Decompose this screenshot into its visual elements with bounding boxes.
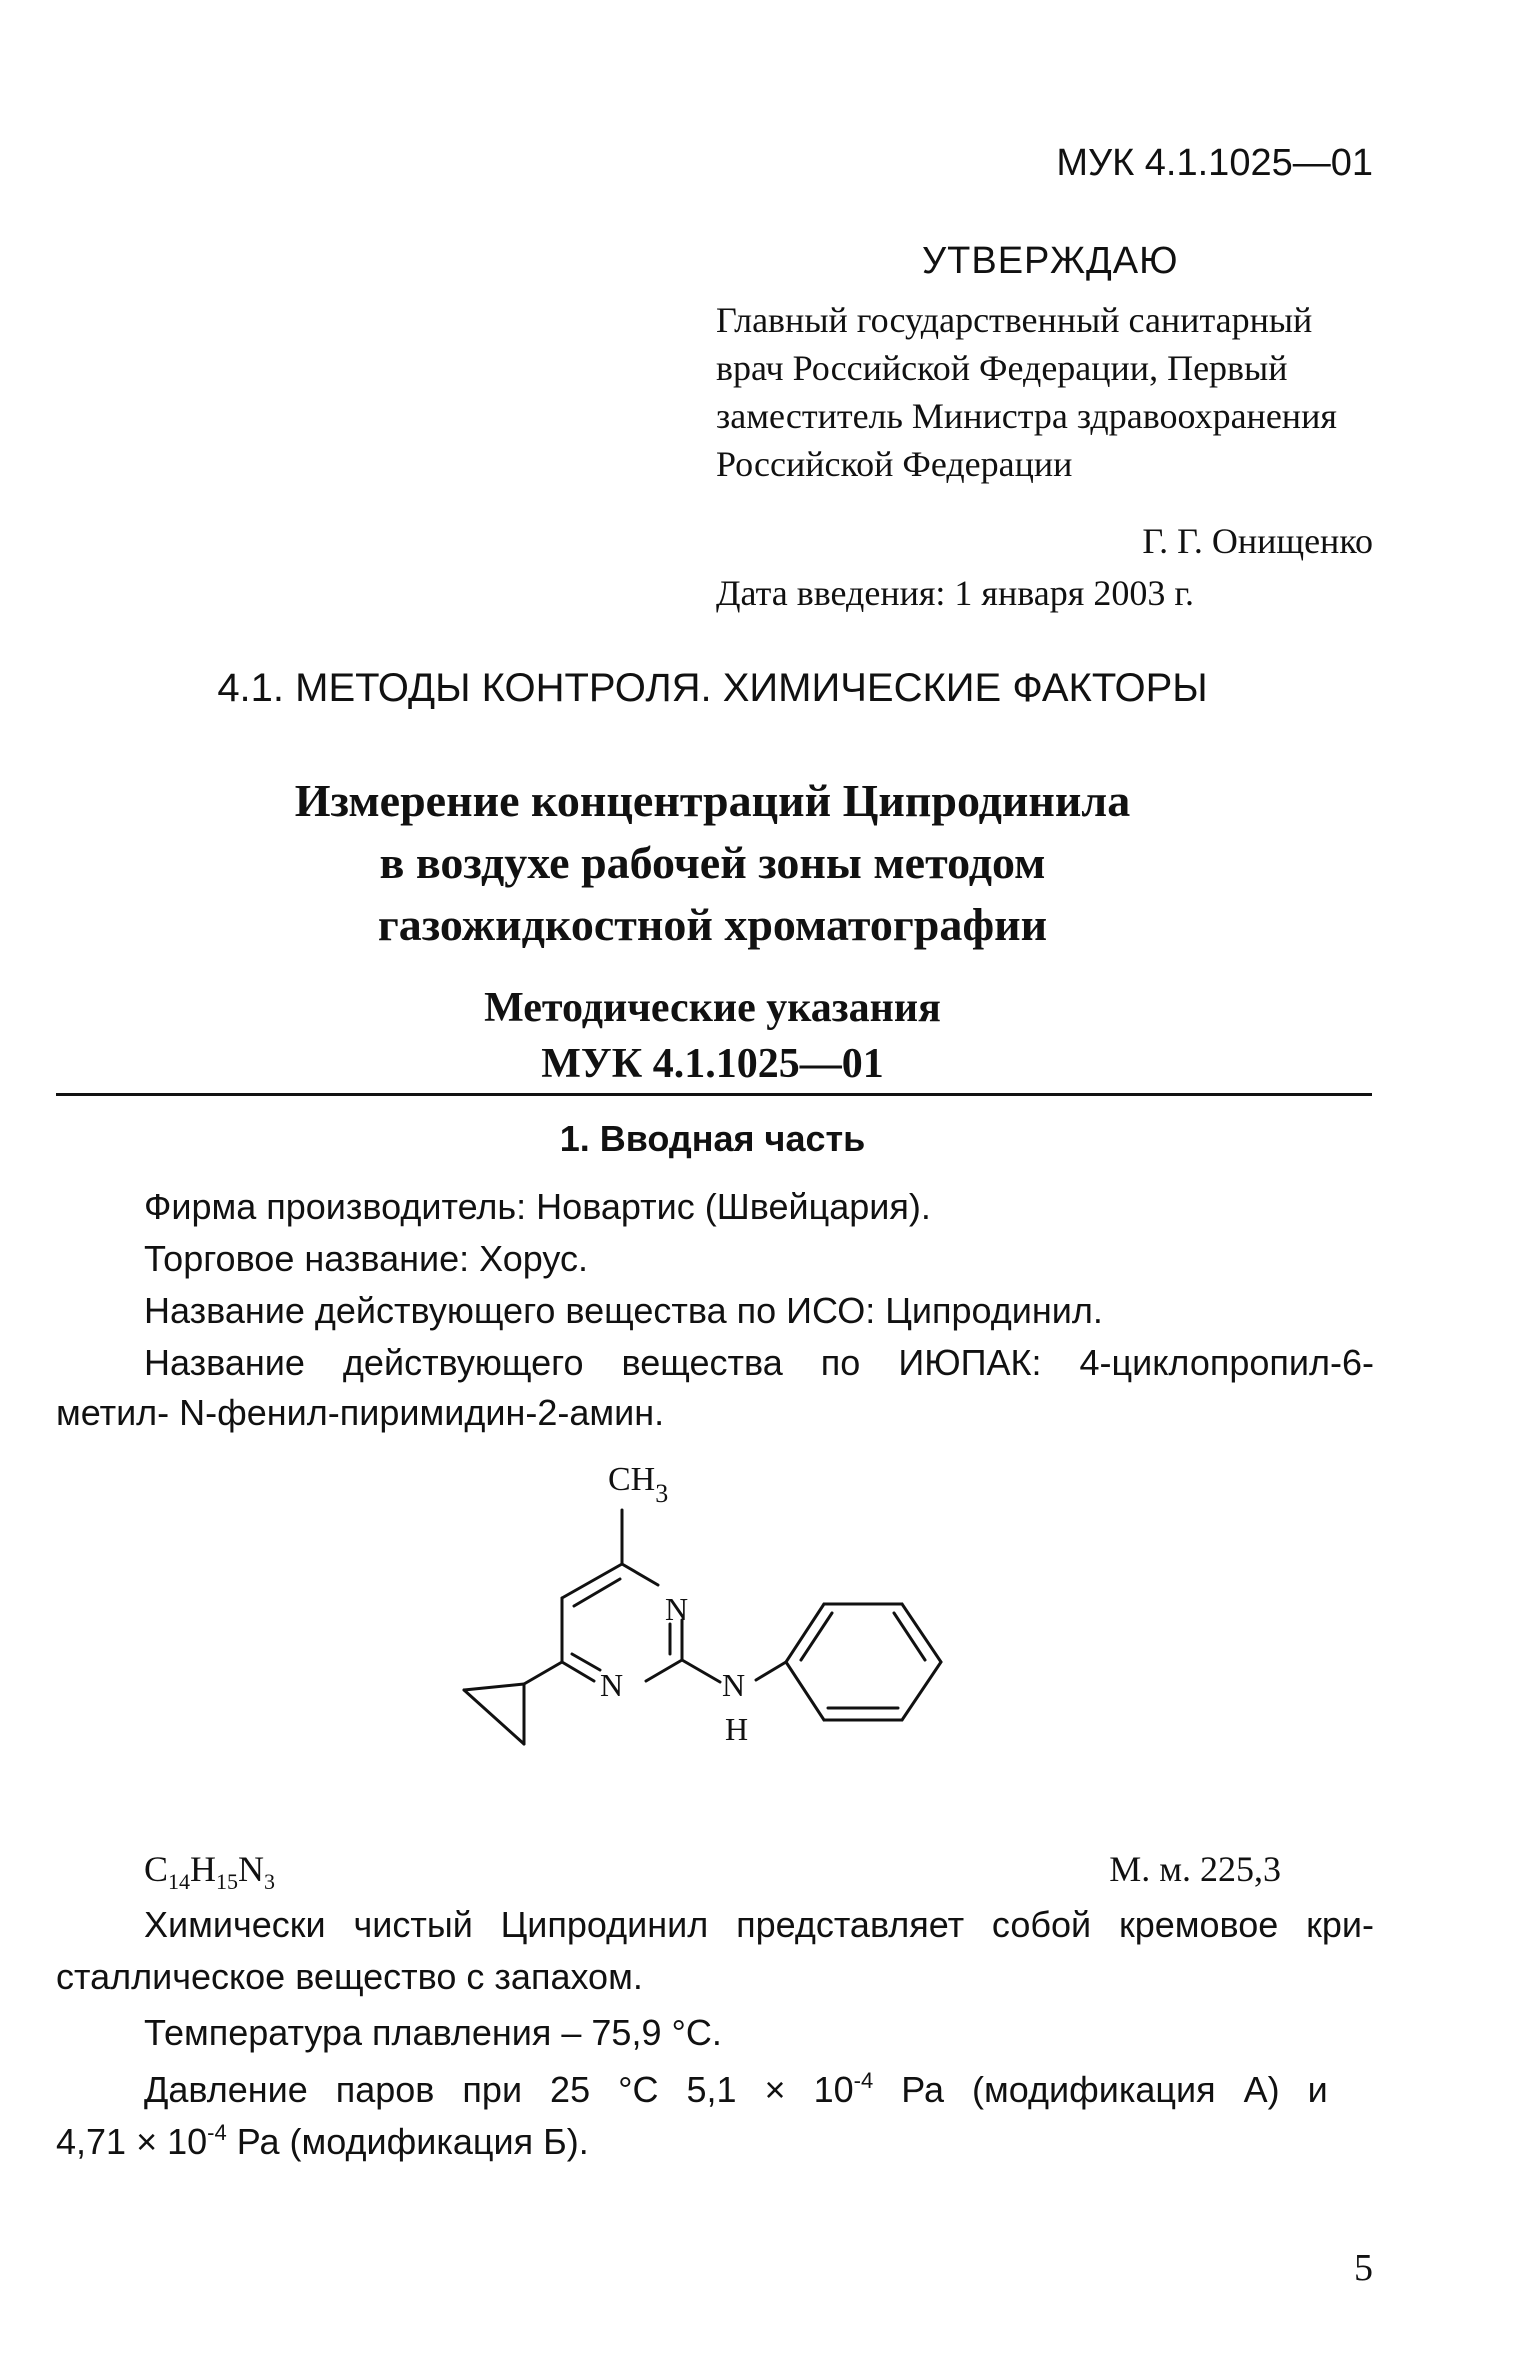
iupac-name-line-2: метил- N-фенил-пиримидин-2-амин. <box>56 1392 665 1433</box>
phenyl-double-bond <box>801 1613 832 1660</box>
approval-heading: УТВЕРЖДАЮ <box>922 240 1179 282</box>
approval-line: врач Российской Федерации, Первый <box>716 348 1288 388</box>
vapor-pressure-text: Ра (модификация А) и <box>873 2069 1328 2110</box>
manufacturer-line: Фирма производитель: Новартис (Швейцария). <box>144 1186 931 1227</box>
phenyl-double-bond <box>894 1613 925 1660</box>
signer-name: Г. Г. Онищенко <box>1142 521 1373 561</box>
vapor-pressure-exponent: -4 <box>853 2068 874 2093</box>
molar-mass: М. м. 225,3 <box>1109 1849 1281 1889</box>
chemical-structure <box>420 1440 1000 1800</box>
introduction-date: Дата введения: 1 января 2003 г. <box>716 573 1195 613</box>
ring-double-bond <box>574 1579 620 1606</box>
formula-hydrogen-count: 15 <box>216 1869 239 1894</box>
cyclopropyl-bond <box>464 1684 524 1690</box>
vapor-pressure-text: Ра (модификация Б). <box>226 2121 589 2162</box>
title-line: газожидкостной хроматографии <box>377 899 1048 950</box>
ring-bond <box>646 1660 682 1681</box>
amine-bond <box>682 1660 720 1682</box>
amine-nitrogen: N <box>722 1667 746 1703</box>
document-code: МУК 4.1.1025—01 <box>1056 142 1373 184</box>
horizontal-rule <box>56 1093 1372 1096</box>
approval-block <box>716 296 1376 488</box>
approval-line: заместитель Министра здравоохранения <box>716 396 1337 436</box>
ring-bond <box>622 1564 658 1585</box>
structure-bonds <box>464 1510 941 1744</box>
vapor-pressure-line-2 <box>56 2120 589 2163</box>
cyclopropyl-bond <box>464 1690 524 1744</box>
amine-bond <box>756 1662 786 1680</box>
subtitle-type: Методические указания <box>484 985 941 1031</box>
formula-nitrogen: N <box>238 1849 265 1889</box>
iupac-name-line: Название действующего вещества по ИЮПАК: 4-циклопропил-6- <box>144 1342 1374 1383</box>
cyclopropyl-bond <box>524 1662 562 1684</box>
formula-carbon-count: 14 <box>168 1869 191 1894</box>
vapor-pressure-text: 4,71 × 10 <box>56 2121 208 2162</box>
melting-point: Температура плавления – 75,9 °С. <box>144 2012 722 2053</box>
formula-nitrogen-count: 3 <box>264 1869 276 1894</box>
part-heading: 1. Вводная часть <box>559 1118 866 1159</box>
iso-name-line: Название действующего вещества по ИСО: Ципродинил. <box>144 1290 1103 1331</box>
ring-double-bond <box>572 1654 600 1670</box>
ring-bond <box>562 1564 622 1598</box>
vapor-pressure-line-1 <box>144 2068 1374 2111</box>
document-subtitle <box>0 980 1425 1092</box>
description-line-2: сталлическое вещество с запахом. <box>56 1956 643 1997</box>
molecular-formula <box>144 1848 275 1895</box>
vapor-pressure-exponent: -4 <box>207 2120 227 2145</box>
phenyl-bond <box>786 1662 824 1720</box>
ring-nitrogen-top: N <box>665 1591 689 1627</box>
section-title: 4.1. МЕТОДЫ КОНТРОЛЯ. ХИМИЧЕСКИЕ ФАКТОРЫ <box>217 666 1208 710</box>
formula-hydrogen: H <box>190 1849 217 1889</box>
amine-hydrogen: H <box>725 1711 749 1747</box>
formula-carbon: C <box>144 1849 169 1889</box>
methyl-label: $CH_3$ <box>608 1461 669 1508</box>
document-title <box>0 770 1425 956</box>
page-number: 5 <box>1354 2247 1373 2289</box>
phenyl-bond <box>902 1662 941 1720</box>
ring-nitrogen-bottom: N <box>600 1667 624 1703</box>
subtitle-code: МУК 4.1.1025—01 <box>541 1041 884 1087</box>
title-line: Измерение концентраций Ципродинила <box>294 775 1131 826</box>
title-line: в воздухе рабочей зоны методом <box>379 837 1046 888</box>
trade-name-line: Торговое название: Хорус. <box>144 1238 588 1279</box>
approval-line: Главный государственный санитарный <box>716 300 1313 340</box>
description-line-1: Химически чистый Ципродинил представляет собой кремовое кри- <box>144 1904 1374 1945</box>
vapor-pressure-text: Давление паров при 25 °С 5,1 × 10 <box>144 2069 854 2110</box>
approval-line: Российской Федерации <box>716 444 1073 484</box>
